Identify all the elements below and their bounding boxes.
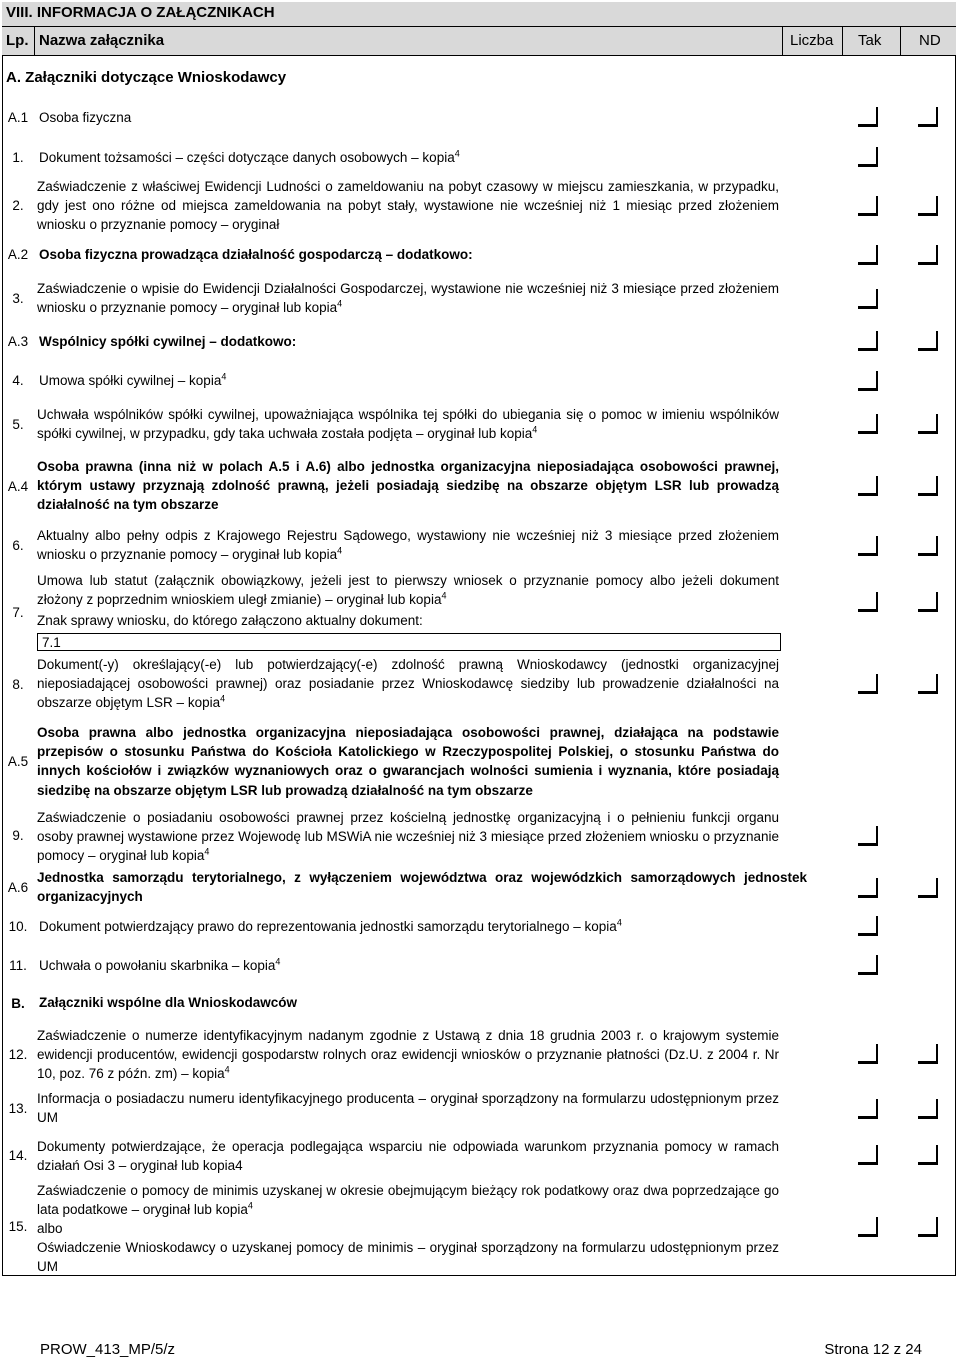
group-a4-title: Osoba prawna (inna niż w polach A.5 i A.6) albo jednostka organizacyjna nieposiadająca osobowości prawnej, którym ustawy przyznają zdolność prawną, jeżeli posiadają siedzibę na obszarze objętym LSR lub prowadzą działalność na tym obszarze	[37, 459, 779, 513]
item-5-number: 5.	[12, 417, 24, 432]
group-a5-number: A.5	[7, 754, 29, 769]
group-a6-title: Jednostka samorządu terytorialnego, z wyłączeniem województwa oraz wojewódzkich samorządowych jednostek organizacyjnych	[37, 870, 807, 905]
item-13-yes-checkbox[interactable]	[858, 1099, 878, 1119]
item-11-number: 11.	[9, 958, 27, 973]
section-title: VIII. INFORMACJA O ZAŁĄCZNIKACH	[6, 4, 275, 21]
item-1-text: Dokument tożsamości – części dotyczące danych osobowych – kopia$^4$	[39, 148, 460, 165]
divider	[2, 26, 956, 27]
a4-nd-checkbox[interactable]	[918, 476, 938, 496]
item-13-text: Informacja o posiadaczu numeru identyfikacyjnego producenta – oryginał sporządzony na formularzu udostępnionym przez UM	[37, 1091, 779, 1126]
item-13-nd-checkbox[interactable]	[918, 1099, 938, 1119]
item-6-yes-checkbox[interactable]	[858, 536, 878, 556]
item-15-text-a: Zaświadczenie o pomocy de minimis uzyskanej w okresie obejmującym bieżący rok podatkowy oraz dwa poprzedzające go lata podatkowe – oryginał lub kopia$^4$	[37, 1183, 779, 1218]
item-2-nd-checkbox[interactable]	[918, 196, 938, 216]
item-5-text: Uchwała wspólników spółki cywilnej, upoważniająca wspólnika tej spółki do ubiegania się o pomoc w imieniu wspólników spółki cywilnej, w przypadku, gdy taka uchwała została podjęta – oryginał lub kopia$^4$	[37, 407, 779, 442]
divider	[2, 55, 956, 56]
a1-yes-checkbox[interactable]	[858, 107, 878, 127]
column-yes: Tak	[858, 32, 882, 49]
group-a3-title: Wspólnicy spółki cywilnej – dodatkowo:	[39, 334, 297, 349]
item-12-yes-checkbox[interactable]	[858, 1044, 878, 1064]
a6-nd-checkbox[interactable]	[918, 878, 938, 898]
footer-page-number: Strona 12 z 24	[824, 1341, 922, 1358]
item-2-text: Zaświadczenie z właściwej Ewidencji Ludności o zameldowaniu na pobyt czasowy w miejscu zamieszkania, w przypadku, gdy jest ono różne od miejsca zameldowania na pobyt stały, wystawione nie wcześniej niż 1 miesiąc przed złożeniem wniosku o przyznanie pomocy – oryginał	[37, 179, 779, 233]
item-7-text: Umowa lub statut (załącznik obowiązkowy, jeżeli jest to pierwszy wniosek o przyznanie pomocy albo jeżeli dokument złożony z poprzednim wnioskiem uległ zmianie) – oryginał lub kopia$^4$	[37, 573, 779, 608]
column-name: Nazwa załącznika	[39, 32, 165, 49]
divider	[34, 27, 35, 55]
item-11-text: Uchwała o powołaniu skarbnika – kopia$^4$	[39, 956, 281, 973]
item-8-yes-checkbox[interactable]	[858, 674, 878, 694]
item-11-yes-checkbox[interactable]	[858, 955, 878, 975]
item-4-text: Umowa spółki cywilnej – kopia$^4$	[39, 371, 227, 388]
item-7-yes-checkbox[interactable]	[858, 592, 878, 612]
item-5-yes-checkbox[interactable]	[858, 414, 878, 434]
item-9-number: 9.	[12, 828, 24, 843]
item-8-text: Dokument(-y) określający(-e) lub potwierdzający(-e) zdolność prawną Wnioskodawcy (jednostki organizacyjnej nieposiadającej osobowości prawnej) oraz posiadanie przez Wnioskodawcę siedziby lub prowadzenie działalności na obszarze objętym LSR – kopia$^4$	[37, 657, 779, 711]
a3-nd-checkbox[interactable]	[918, 331, 938, 351]
item-12-number: 12.	[8, 1047, 28, 1062]
item-10-number: 10.	[8, 919, 28, 934]
item-13-number: 13.	[8, 1101, 28, 1116]
group-a-title: A. Załączniki dotyczące Wnioskodawcy	[6, 69, 287, 86]
item-7-sub-number: 7.1	[42, 635, 61, 650]
item-1-number: 1.	[12, 150, 24, 165]
item-6-text: Aktualny albo pełny odpis z Krajowego Rejestru Sądowego, wystawiony nie wcześniej niż 3 miesiące przed złożeniem wniosku o przyznanie pomocy – oryginał lub kopia$^4$	[37, 528, 779, 563]
item-15-or: albo	[37, 1221, 63, 1236]
item-2-yes-checkbox[interactable]	[858, 196, 878, 216]
footer-form-code: PROW_413_MP/5/z	[40, 1341, 176, 1358]
divider	[782, 27, 783, 55]
item-7-nd-checkbox[interactable]	[918, 592, 938, 612]
item-14-number: 14.	[8, 1148, 28, 1163]
item-3-text: Zaświadczenie o wpisie do Ewidencji Działalności Gospodarczej, wystawione nie wcześniej niż 3 miesiące przed złożeniem wniosku o przyznanie pomocy – oryginał lub kopia$^4$	[37, 281, 779, 316]
item-3-number: 3.	[12, 291, 24, 306]
item-15-nd-checkbox[interactable]	[918, 1217, 938, 1237]
item-12-nd-checkbox[interactable]	[918, 1044, 938, 1064]
column-lp: Lp.	[6, 32, 29, 49]
a3-yes-checkbox[interactable]	[858, 331, 878, 351]
group-a2-title: Osoba fizyczna prowadząca działalność gospodarczą – dodatkowo:	[39, 247, 473, 262]
item-9-yes-checkbox[interactable]	[858, 826, 878, 846]
item-7-case-number-field[interactable]	[37, 633, 781, 651]
a2-nd-checkbox[interactable]	[918, 245, 938, 265]
item-15-number: 15.	[8, 1219, 28, 1234]
item-8-nd-checkbox[interactable]	[918, 674, 938, 694]
item-10-text: Dokument potwierdzający prawo do reprezentowania jednostki samorządu terytorialnego – kopia$^4$	[39, 917, 622, 934]
item-4-yes-checkbox[interactable]	[858, 371, 878, 391]
group-a5-title: Osoba prawna albo jednostka organizacyjna nieposiadająca osobowości prawnej, działająca na podstawie przepisów o stosunku Państwa do Kościoła Katolickiego w Rzeczypospolitej Polskiej, o stosunku Państwa do innych kościołów i związków wyznaniowych oraz o gwarancjach wolności sumienia i wyznania, które posiadają siedzibę na obszarze objętym LSR lub prowadzą działalność na tym obszarze	[37, 725, 779, 798]
group-a2-number: A.2	[7, 247, 29, 262]
column-count: Liczba	[790, 32, 834, 49]
item-6-number: 6.	[12, 538, 24, 553]
item-14-nd-checkbox[interactable]	[918, 1145, 938, 1165]
group-b-title: Załączniki wspólne dla Wnioskodawców	[39, 995, 298, 1010]
group-a1-title: Osoba fizyczna	[39, 110, 132, 125]
item-15-text-b: Oświadczenie Wnioskodawcy o uzyskanej pomocy de minimis – oryginał sporządzony na formularzu udostępnionym przez UM	[37, 1240, 779, 1275]
item-6-nd-checkbox[interactable]	[918, 536, 938, 556]
item-3-yes-checkbox[interactable]	[858, 289, 878, 309]
divider	[900, 27, 901, 55]
a1-nd-checkbox[interactable]	[918, 107, 938, 127]
item-14-yes-checkbox[interactable]	[858, 1145, 878, 1165]
a2-yes-checkbox[interactable]	[858, 245, 878, 265]
group-b-number: B.	[11, 996, 25, 1011]
group-a4-number: A.4	[7, 479, 29, 494]
item-4-number: 4.	[12, 373, 24, 388]
a6-yes-checkbox[interactable]	[858, 878, 878, 898]
item-2-number: 2.	[12, 198, 24, 213]
item-12-text: Zaświadczenie o numerze identyfikacyjnym nadanym zgodnie z Ustawą z dnia 18 grudnia 2003 r. o krajowym systemie ewidencji producentów, ewidencji gospodarstw rolnych oraz ewidencji wniosków o przyznanie płatności (Dz.U. z 2004 r. Nr 10, poz. 76 z późn. zm) – kopia$^4$	[37, 1028, 779, 1082]
item-1-yes-checkbox[interactable]	[858, 147, 878, 167]
item-7-sign-label: Znak sprawy wniosku, do którego załączono aktualny dokument:	[37, 613, 423, 628]
item-8-number: 8.	[12, 677, 24, 692]
item-10-yes-checkbox[interactable]	[858, 916, 878, 936]
item-9-text: Zaświadczenie o posiadaniu osobowości prawnej przez kościelną jednostkę organizacyjną i o pełnieniu funkcji organu osoby prawnej wystawione przez Wojewodę lub MSWiA nie wcześniej niż 3 miesiące przed złożeniem wniosku o przyznanie pomocy – oryginał lub kopia$^4$	[37, 810, 779, 864]
divider	[842, 27, 843, 55]
item-5-nd-checkbox[interactable]	[918, 414, 938, 434]
group-a6-number: A.6	[7, 880, 29, 895]
item-14-text: Dokumenty potwierdzające, że operacja podlegająca wsparciu nie odpowiada warunkom przyznania pomocy w ramach działań Osi 3 – oryginał lub kopia4	[37, 1139, 779, 1174]
item-7-number: 7.	[12, 605, 24, 620]
group-a3-number: A.3	[7, 334, 29, 349]
group-a1-number: A.1	[7, 110, 29, 125]
a4-yes-checkbox[interactable]	[858, 476, 878, 496]
column-nd: ND	[919, 32, 941, 49]
item-15-yes-checkbox[interactable]	[858, 1217, 878, 1237]
